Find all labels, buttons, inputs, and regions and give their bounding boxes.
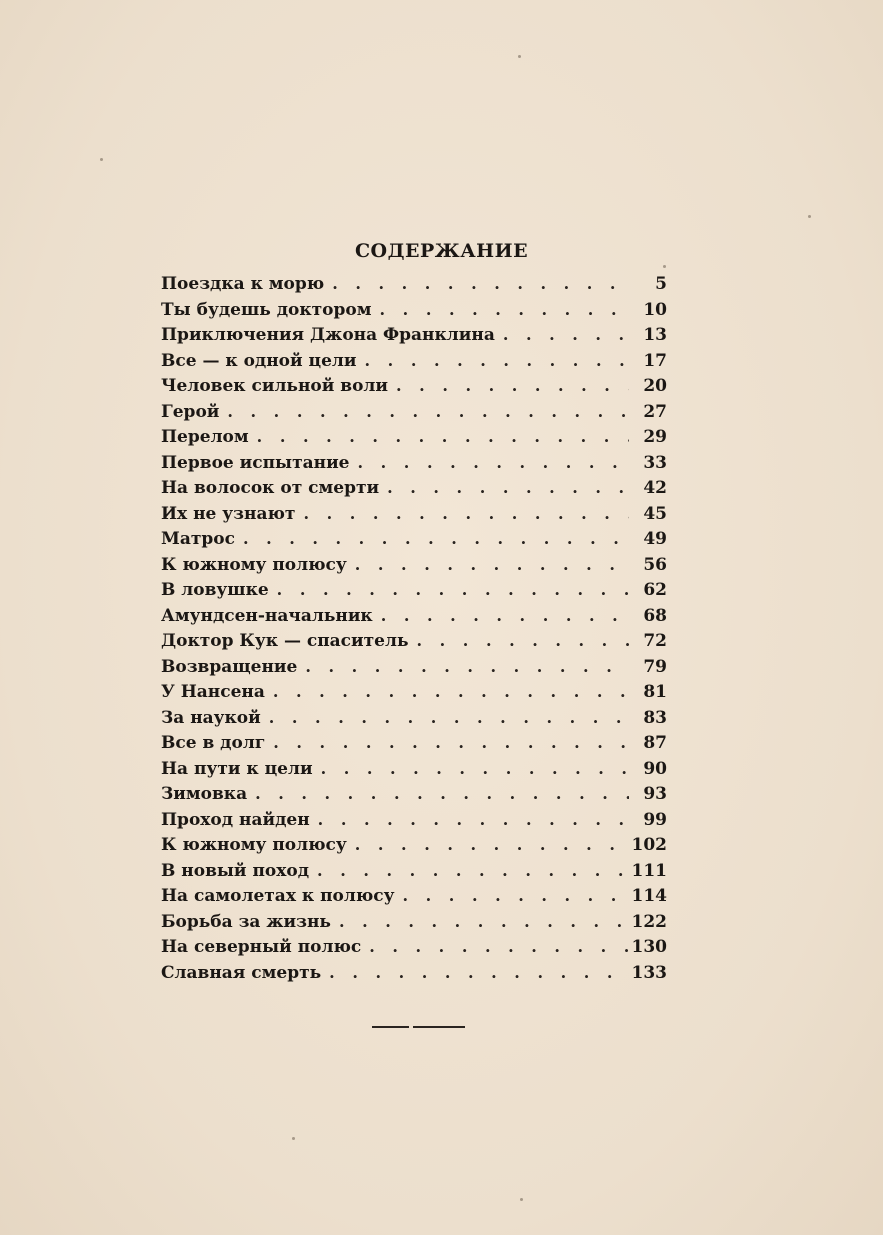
- toc-entry-title: На пути к цели: [161, 758, 313, 779]
- paper-speck: [808, 215, 811, 218]
- toc-entry-page: 99: [643, 809, 667, 830]
- toc-entry-title: Первое испытание: [161, 452, 350, 473]
- toc-entry-page: 5: [655, 274, 667, 294]
- dot-leader: [305, 657, 629, 676]
- toc-entry: [161, 937, 667, 963]
- toc-entry: [161, 504, 667, 530]
- dot-leader: [329, 963, 629, 982]
- toc-entry: [161, 784, 667, 810]
- toc-entry: [161, 453, 667, 479]
- toc-entry: [161, 708, 667, 734]
- paper-speck: [518, 55, 521, 58]
- dot-leader: [257, 427, 629, 446]
- dot-leader: [273, 733, 629, 752]
- toc-entry-title: Матрос: [161, 529, 235, 549]
- toc-entry-title: Их не узнают: [161, 503, 296, 524]
- toc-entry: [161, 529, 667, 555]
- toc-entry-page: 10: [643, 299, 667, 320]
- toc-entry-title: На волосок от смерти: [161, 478, 380, 498]
- toc-entry-title: В ловушке: [161, 580, 269, 600]
- dot-leader: [227, 402, 629, 421]
- paper-speck: [520, 1198, 523, 1201]
- toc-entry: [161, 325, 667, 351]
- toc-entry: [161, 478, 667, 504]
- toc-entry: [161, 300, 667, 326]
- closing-rule-left: [372, 1026, 409, 1028]
- dot-leader: [503, 325, 629, 344]
- toc-entry-title: Проход найден: [161, 809, 310, 830]
- dot-leader: [369, 937, 629, 956]
- toc-entry: [161, 733, 667, 759]
- toc-entry-title: Человек сильной воли: [161, 376, 389, 396]
- toc-entry-title: У Нансена: [161, 682, 265, 702]
- toc-entry-title: К южному полюсу: [161, 554, 347, 575]
- toc-entry-page: 83: [643, 707, 667, 728]
- toc-entry-page: 114: [631, 886, 667, 906]
- dot-leader: [339, 912, 629, 931]
- toc-entry-page: 68: [643, 605, 667, 626]
- toc-entry-page: 90: [643, 758, 667, 779]
- toc-entry-page: 20: [643, 376, 667, 396]
- toc-entry-title: На северный полюс: [161, 937, 362, 957]
- toc-entry: [161, 376, 667, 402]
- toc-entry-title: К южному полюсу: [161, 835, 347, 855]
- dot-leader: [269, 708, 629, 727]
- dot-leader: [355, 555, 629, 574]
- toc-entry-page: 79: [643, 656, 667, 677]
- toc-entry-title: Борьба за жизнь: [161, 911, 331, 932]
- dot-leader: [317, 861, 629, 880]
- toc-entry-page: 130: [631, 937, 667, 957]
- toc-entry: [161, 912, 667, 938]
- dot-leader: [243, 529, 629, 548]
- toc-entry-page: 33: [643, 452, 667, 473]
- toc-entry: [161, 759, 667, 785]
- toc-entry: [161, 886, 667, 912]
- dot-leader: [318, 810, 629, 829]
- toc-entry-page: 42: [643, 478, 667, 498]
- toc-entry-title: Доктор Кук — спаситель: [161, 631, 409, 651]
- toc-entry-page: 87: [643, 733, 667, 753]
- toc-entry-title: Возвращение: [161, 656, 298, 677]
- toc-entry-page: 122: [631, 911, 667, 932]
- dot-leader: [303, 504, 629, 523]
- toc-entry-page: 62: [643, 580, 667, 600]
- toc-entry-page: 29: [643, 427, 667, 447]
- toc-entry: [161, 963, 667, 989]
- toc-entry-title: Славная смерть: [161, 962, 322, 983]
- toc-entry-page: 81: [643, 682, 667, 702]
- dot-leader: [381, 606, 629, 625]
- toc-entry-page: 49: [643, 529, 667, 549]
- dot-leader: [255, 784, 629, 803]
- toc-entry: [161, 580, 667, 606]
- dot-leader: [358, 453, 629, 472]
- toc-entry-title: Герой: [161, 401, 220, 422]
- toc-entry-page: 45: [643, 503, 667, 524]
- toc-entry-title: Все в долг: [161, 733, 266, 753]
- toc-entry-title: Поездка к морю: [161, 274, 325, 294]
- toc-entry-page: 13: [643, 325, 667, 345]
- paper-speck: [100, 158, 103, 161]
- toc-entry: [161, 427, 667, 453]
- dot-leader: [273, 682, 629, 701]
- dot-leader: [355, 835, 629, 854]
- toc-entry-page: 133: [631, 962, 667, 983]
- toc-entry: [161, 351, 667, 377]
- toc-entry: [161, 835, 667, 861]
- table-of-contents: [161, 274, 667, 988]
- toc-entry-title: На самолетах к полюсу: [161, 886, 395, 906]
- dot-leader: [387, 478, 629, 497]
- dot-leader: [277, 580, 629, 599]
- toc-entry-title: За наукой: [161, 707, 261, 728]
- toc-entry: [161, 631, 667, 657]
- dot-leader: [403, 886, 629, 905]
- toc-entry-title: Перелом: [161, 427, 249, 447]
- toc-entry-title: Амундсен-начальник: [161, 605, 373, 626]
- dot-leader: [332, 274, 629, 293]
- closing-rule-right: [413, 1026, 465, 1028]
- toc-entry-page: 56: [643, 554, 667, 575]
- toc-entry-page: 111: [631, 860, 667, 881]
- toc-entry-title: Ты будешь доктором: [161, 299, 372, 320]
- paper-speck: [292, 1137, 295, 1140]
- contents-heading: СОДЕРЖАНИЕ: [354, 240, 529, 262]
- toc-entry: [161, 274, 667, 300]
- toc-entry-page: 72: [643, 631, 667, 651]
- toc-entry-page: 27: [643, 401, 667, 422]
- dot-leader: [396, 376, 629, 395]
- toc-entry: [161, 861, 667, 887]
- toc-entry-page: 93: [643, 784, 667, 804]
- dot-leader: [321, 759, 629, 778]
- toc-entry-title: Все — к одной цели: [161, 350, 357, 371]
- toc-entry: [161, 555, 667, 581]
- toc-entry-title: Приключения Джона Франклина: [161, 325, 495, 345]
- paper-speck: [663, 265, 666, 268]
- dot-leader: [417, 631, 629, 650]
- toc-entry-page: 17: [643, 350, 667, 371]
- toc-entry: [161, 606, 667, 632]
- toc-entry: [161, 682, 667, 708]
- toc-entry-title: Зимовка: [161, 784, 248, 804]
- toc-entry: [161, 810, 667, 836]
- dot-leader: [380, 300, 629, 319]
- toc-entry: [161, 657, 667, 683]
- toc-entry: [161, 402, 667, 428]
- dot-leader: [365, 351, 629, 370]
- toc-entry-title: В новый поход: [161, 860, 310, 881]
- toc-entry-page: 102: [631, 835, 667, 855]
